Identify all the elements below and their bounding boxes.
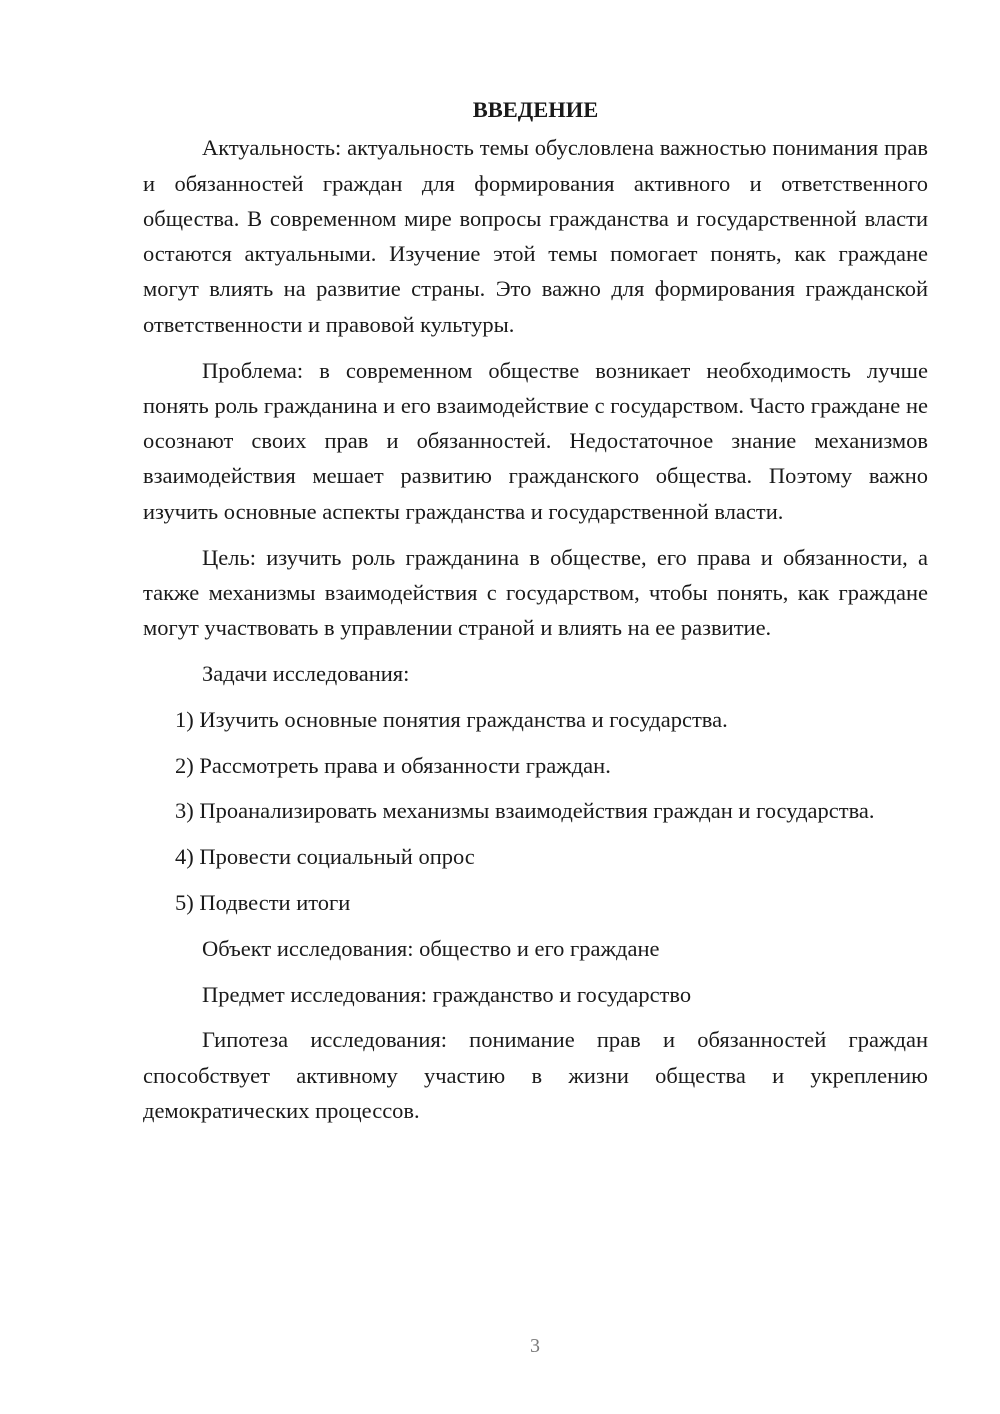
page-number: 3 (530, 1335, 540, 1357)
hypothesis-paragraph: Гипотеза исследования: понимание прав и обязанностей граждан способствует активному участию в жизни общества и укреплению демократических процессов. (143, 1027, 928, 1123)
task-item-5: 5) Подвести итоги (175, 889, 351, 915)
task-item-3: 3) Проанализировать механизмы взаимодействия граждан и государства. (175, 798, 875, 824)
problem-paragraph: Проблема: в современном обществе возникает необходимость лучше понять роль гражданина и его взаимодействие с государством. Часто граждане не осознают своих прав и обязанностей. Недостаточное знание механизмов взаимодействия мешает развитию гражданского общества. Поэтому важно изучить основные аспекты гражданства и государственной власти. (143, 357, 928, 524)
relevance-paragraph: Актуальность: актуальность темы обусловлена важностью понимания прав и обязанностей граждан для формирования активного и ответственного общества. В современном мире вопросы гражданства и государственной власти остаются актуальными. Изучение этой темы помогает понять, как граждане могут влиять на развитие страны. Это важно для формирования гражданской ответственности и правовой культуры. (143, 135, 928, 337)
task-item-2: 2) Рассмотреть права и обязанности граждан. (175, 752, 611, 778)
goal-paragraph: Цель: изучить роль гражданина в обществе, его права и обязанности, а также механизмы взаимодействия с государством, чтобы понять, как граждане могут участвовать в управлении страной и влиять на ее развитие. (143, 544, 928, 641)
research-subject: Предмет исследования: гражданство и государство (202, 981, 692, 1007)
research-object: Объект исследования: общество и его граждане (202, 935, 660, 961)
task-item-1: 1) Изучить основные понятия гражданства и государства. (175, 706, 728, 732)
tasks-heading: Задачи исследования: (202, 660, 410, 686)
task-item-4: 4) Провести социальный опрос (175, 844, 475, 870)
section-title: ВВЕДЕНИЕ (472, 97, 599, 122)
page-content (143, 92, 928, 1139)
